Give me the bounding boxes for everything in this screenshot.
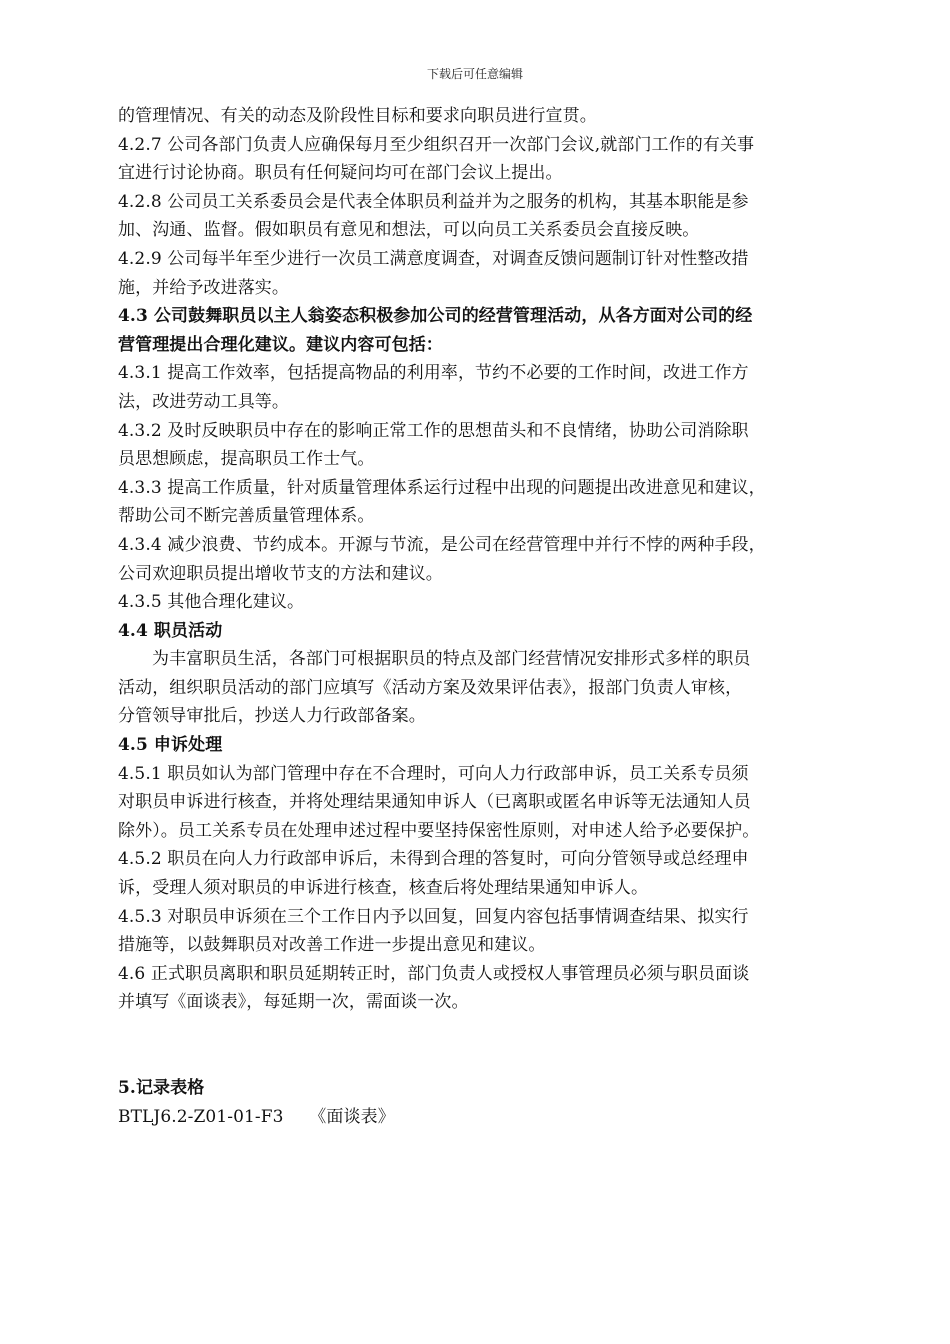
section-4-5-heading: 4.5 申诉处理 <box>118 735 223 756</box>
text-line: 加、沟通、监督。假如职员有意见和想法，可以向员工关系委员会直接反映。 <box>118 220 700 241</box>
section-gap <box>118 1017 840 1074</box>
clause-4-2-7: 4.2.7 公司各部门负责人应确保每月至少组织召开一次部门会议,就部门工作的有关事 <box>118 134 755 155</box>
clause-4-3-2: 4.3.2 及时反映职员中存在的影响正常工作的思想苗头和不良情绪，协助公司消除职 <box>118 420 749 441</box>
clause-4-5-3: 4.5.3 对职员申诉须在三个工作日内予以回复，回复内容包括事情调查结果、拟实行 <box>118 906 749 927</box>
text-line: 措施等，以鼓舞职员对改善工作进一步提出意见和建议。 <box>118 935 546 956</box>
text-line: 并填写《面谈表》，每延期一次，需面谈一次。 <box>118 992 469 1013</box>
section-4-4-heading: 4.4 职员活动 <box>118 620 223 641</box>
clause-4-3-4: 4.3.4 减少浪费、节约成本。开源与节流，是公司在经营管理中并行不悖的两种手段， <box>118 534 766 555</box>
text-line: 宜进行讨论协商。职员有任何疑问均可在部门会议上提出。 <box>118 163 563 184</box>
text-line: 分管领导审批后，抄送人力行政部备案。 <box>118 706 426 727</box>
text-line: 施，并给予改进落实。 <box>118 277 289 298</box>
text-line: 对职员申诉进行核查，并将处理结果通知申诉人（已离职或匿名申诉等无法通知人员 <box>118 792 751 813</box>
section-5-heading: 5.记录表格 <box>118 1078 205 1098</box>
text-line: 活动，组织职员活动的部门应填写《活动方案及效果评估表》，报部门负责人审核， <box>118 677 743 698</box>
text-line: 帮助公司不断完善质量管理体系。 <box>118 506 375 527</box>
document-body <box>118 102 840 1131</box>
clause-4-3-3: 4.3.3 提高工作质量，针对质量管理体系运行过程中出现的问题提出改进意见和建议， <box>118 477 766 498</box>
text-line: 除外）。员工关系专员在处理申述过程中要坚持保密性原则，对申述人给予必要保护。 <box>118 820 760 841</box>
clause-4-5-2: 4.5.2 职员在向人力行政部申诉后，未得到合理的答复时，可向分管领导或总经理申 <box>118 849 749 870</box>
clause-4-3-1: 4.3.1 提高工作效率，包括提高物品的利用率，节约不必要的工作时间，改进工作方 <box>118 363 749 384</box>
clause-4-3-5: 4.3.5 其他合理化建议。 <box>118 592 305 613</box>
clause-4-2-9: 4.2.9 公司每半年至少进行一次员工满意度调查，对调查反馈问题制订针对性整改措 <box>118 248 749 269</box>
page-header-note: 下载后可任意编辑 <box>426 67 523 81</box>
clause-4-5-1: 4.5.1 职员如认为部门管理中存在不合理时，可向人力行政部申诉，员工关系专员须 <box>118 763 749 784</box>
clause-4-2-8: 4.2.8 公司员工关系委员会是代表全体职员利益并为之服务的机构，其基本职能是参 <box>118 191 749 212</box>
section-4-3-heading: 4.3 公司鼓舞职员以主人翁姿态积极参加公司的经营管理活动，从各方面对公司的经 <box>118 306 753 327</box>
clause-4-6: 4.6 正式职员离职和职员延期转正时，部门负责人或授权人事管理员必须与职员面谈 <box>118 963 750 984</box>
text-line: 公司欢迎职员提出增收节支的方法和建议。 <box>118 563 443 584</box>
text-line: 法，改进劳动工具等。 <box>118 391 289 412</box>
record-form-code: BTLJ6.2-Z01-01-F3 《面谈表》 <box>118 1106 395 1127</box>
paragraph-4-4: 为丰富职员生活，各部门可根据职员的特点及部门经营情况安排形式多样的职员 <box>152 649 751 670</box>
section-4-3-heading-cont: 营管理提出合理化建议。建议内容可包括： <box>118 334 443 355</box>
text-line: 诉，受理人须对职员的申诉进行核查，核查后将处理结果通知申诉人。 <box>118 878 649 899</box>
text-line: 的管理情况、有关的动态及阶段性目标和要求向职员进行宣贯。 <box>118 106 597 126</box>
text-line: 员思想顾虑，提高职员工作士气。 <box>118 449 375 470</box>
